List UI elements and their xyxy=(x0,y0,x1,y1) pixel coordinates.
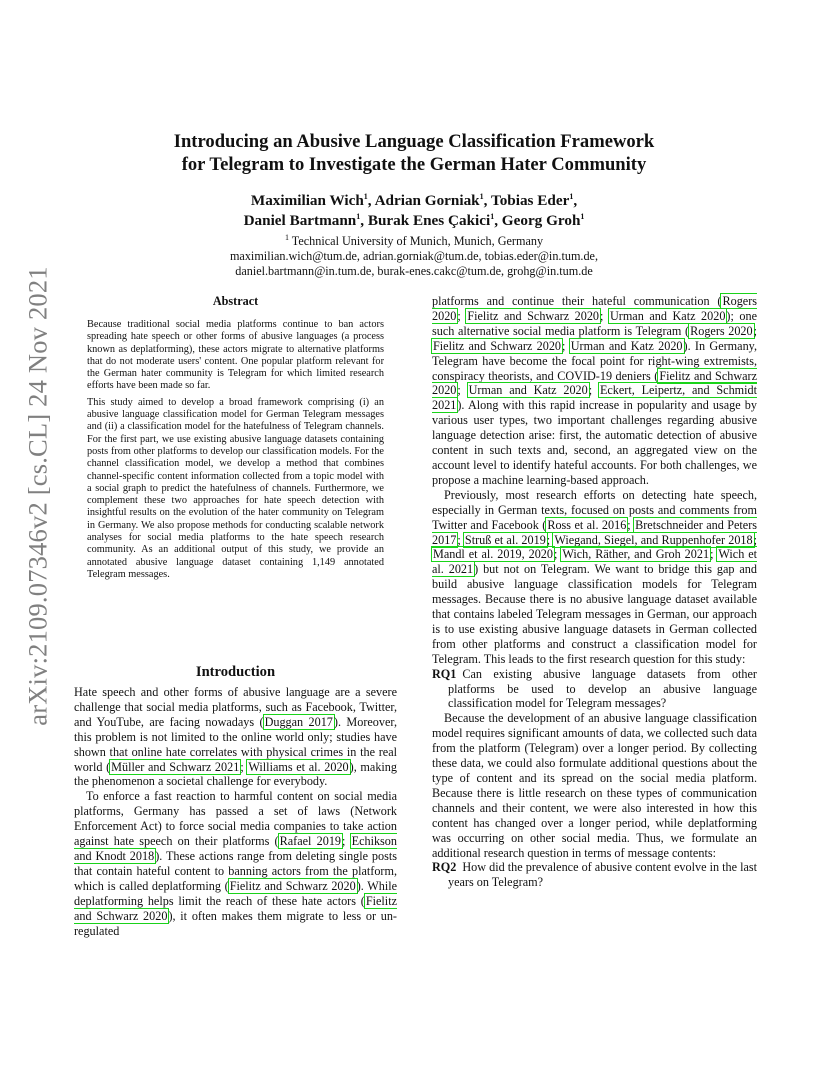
citation-link[interactable]: Bretschneider and Peters 2017 xyxy=(432,517,758,547)
author-affiliation-marker: 1 xyxy=(479,191,484,201)
paper-title xyxy=(100,130,728,176)
author-name: Adrian Gorniak xyxy=(374,192,480,209)
abstract xyxy=(87,319,384,585)
right-paragraph-3: Because the development of an abusive language classification model requires significant amounts of data, we collected such data from the platform (Telegram) over a longer period. By collecting these data, we could also formulate additional questions about the type of content and its spread on the social media platform. Because there is little research on these types of communication channels and their content, we were also interested in how this content has changed over a longer period, while deplatforming was occurring on other social media. Thus, we formulate an additional research question in terms of message contents: xyxy=(432,711,757,860)
citation-link[interactable]: Fielitz and Schwarz 2020 xyxy=(467,308,600,323)
citation-link[interactable]: Fielitz and Schwarz 2020 xyxy=(433,338,562,353)
affiliation-text: Technical University of Munich, Munich, Germany xyxy=(291,234,544,248)
rq1-label: RQ1 xyxy=(432,666,457,681)
author-name: Georg Groh xyxy=(501,212,581,229)
title-line-2: for Telegram to Investigate the German Hater Community xyxy=(181,154,647,175)
research-question-1 xyxy=(432,667,757,712)
abstract-paragraph-2: This study aimed to develop a broad framework comprising (i) an abusive language classification model for German Telegram messages and (ii) a classification model for the hatefulness of Telegram channels. For the first part, we use existing abusive language datasets containing posts from other platforms to develop our classification models. For the channel classification model, we develop a method that combines channel-specific content information collected from a topic model with a social graph to predict the hatefulness of channels. Furthermore, we complement these two approaches for hate speech detection with insightful results on the evolution of the hater community on Telegram in Germany. We also propose methods for conducting scalable network analyses for social media platforms to the hate speech research community. As an additional output of this study, we provide an annotated abusive language dataset containing 1,149 annotated Telegram messages. xyxy=(87,396,384,580)
affiliation-marker: 1 xyxy=(284,232,289,242)
author-list xyxy=(100,191,728,231)
rq2-text: How did the prevalence of abusive content evolve in the last years on Telegram? xyxy=(448,860,757,890)
author-affiliation-marker: 1 xyxy=(356,211,361,221)
emails-line-1: maximilian.wich@tum.de, adrian.gorniak@tum.de, tobias.eder@in.tum.de, xyxy=(229,249,599,263)
arxiv-identifier: arXiv:2109.07346v2 [cs.CL] 24 Nov 2021 xyxy=(22,266,53,726)
citation-link[interactable]: Duggan 2017 xyxy=(264,714,333,729)
author-affiliation-marker: 1 xyxy=(490,211,495,221)
citation-link[interactable]: Rogers 2020 xyxy=(690,323,753,338)
authors-line-1: Maximilian Wich$^1$, Adrian Gorniak$^1$, Tobias Eder$^1$, xyxy=(250,191,578,209)
author-affiliation-marker: 1 xyxy=(363,191,368,201)
citation-link[interactable]: Rogers 2020 xyxy=(432,294,757,323)
intro-paragraph-2: To enforce a fast reaction to harmful content on social media platforms, Germany has passed a set of laws (Network Enforcement Act) to force social media companies to take action against hate speech on their platforms (Rafael 2019; Echikson and Knodt 2018). These actions range from deleting single posts that contain hateful content to banning actors from the platform, which is called deplatforming (Fielitz and Schwarz 2020). While deplatforming helps limit the reach of these hate actors (Fielitz and Schwarz 2020), it often makes them migrate to less or un-regulated xyxy=(74,789,398,938)
intro-paragraph-1: Hate speech and other forms of abusive language are a severe challenge that social media platforms, such as Facebook, Twitter, and YouTube, are facing nowadays (Duggan 2017). Moreover, this problem is not limited to the online world only; studies have shown that online hate correlates with physical crimes in the real world (Müller and Schwarz 2021; Williams et al. 2020), making the phenomenon a societal challenge for everybody. xyxy=(74,685,397,789)
emails-line-2: daniel.bartmann@in.tum.de, burak-enes.cakc@tum.de, grohg@in.tum.de xyxy=(235,264,593,278)
research-question-2 xyxy=(432,860,757,890)
abstract-heading: Abstract xyxy=(212,294,259,308)
author-affiliation-marker: 1 xyxy=(569,191,574,201)
citation-link[interactable]: Mandl et al. 2019, 2020 xyxy=(433,547,553,562)
citation-link[interactable]: Urman and Katz 2020 xyxy=(570,338,683,353)
citation-link[interactable]: Fielitz and Schwarz 2020 xyxy=(432,368,758,398)
right-paragraph-2: Previously, most research efforts on detecting hate speech, especially in German texts, focused on posts and comments from Twitter and Facebook (Ross et al. 2016; Bretschneider and Peters 2017; Struß et al. 2019; Wiegand, Siegel, and Ruppenhofer 2018; Mandl et al. 2019, 2020; Wich, Räther, and Groh 2021; Wich et al. 2021) but not on Telegram. We want to bridge this gap and build abusive language classification models for Telegram messages. Because there is no abusive language dataset available that contains labeled Telegram messages in German, our approach is to use existing abusive language datasets in German collected from other platforms and construct a classification model for Telegram. This leads to the first research question for this study: xyxy=(432,487,758,666)
citation-link[interactable]: Eckert, Leipertz, and Schmidt 2021 xyxy=(432,383,758,413)
abstract-paragraph-1: Because traditional social media platforms continue to ban actors spreading hate speech or other forms of abusive languages (a process known as deplatforming), these actors migrate to alternative platforms that do not moderate users' content. One popular platform relevant for the German hater community is Telegram for which limited research efforts have been made so far. xyxy=(87,319,384,392)
citation-link[interactable]: Struß et al. 2019 xyxy=(464,532,546,547)
citation-link[interactable]: Wich et al. 2021 xyxy=(432,547,758,577)
citation-link[interactable]: Rafael 2019 xyxy=(279,834,342,849)
arxiv-stamp xyxy=(22,266,54,726)
citation-link[interactable]: Echikson and Knodt 2018 xyxy=(74,834,397,863)
citation-link[interactable]: Müller and Schwarz 2021 xyxy=(111,759,240,774)
citation-link[interactable]: Wich, Räther, and Groh 2021 xyxy=(562,547,710,562)
introduction-heading: Introduction xyxy=(195,664,276,680)
left-column-body xyxy=(74,685,397,938)
author-name: Maximilian Wich xyxy=(250,192,364,209)
citation-link[interactable]: Urman and Katz 2020 xyxy=(468,383,588,398)
rq1-text: Can existing abusive language datasets from other platforms be used to develop an abusive language classification model for Telegram messages? xyxy=(448,666,757,711)
rq2-label: RQ2 xyxy=(432,860,457,875)
right-column-body xyxy=(432,294,757,890)
citation-link[interactable]: Urman and Katz 2020 xyxy=(609,308,726,323)
citation-link[interactable]: Wiegand, Siegel, and Ruppenhofer 2018 xyxy=(554,532,753,547)
citation-link[interactable]: Ross et al. 2016 xyxy=(547,517,627,532)
author-name: Burak Enes Çakici xyxy=(367,212,491,229)
affiliation-block xyxy=(100,234,728,279)
authors-line-2: Daniel Bartmann$^1$, Burak Enes Çakici$^1$, Georg Groh$^1$ xyxy=(243,211,585,229)
citation-link[interactable]: Williams et al. 2020 xyxy=(248,759,349,774)
author-name: Daniel Bartmann xyxy=(243,212,357,229)
affiliation xyxy=(100,234,728,249)
title-line-1: Introducing an Abusive Language Classification Framework xyxy=(173,131,655,152)
citation-link[interactable]: Fielitz and Schwarz 2020 xyxy=(229,878,356,893)
citation-link[interactable]: Fielitz and Schwarz 2020 xyxy=(74,893,397,923)
author-name: Tobias Eder xyxy=(490,192,570,209)
author-affiliation-marker: 1 xyxy=(580,211,585,221)
right-paragraph-1: platforms and continue their hateful communication (Rogers 2020; Fielitz and Schwarz 2020; Urman and Katz 2020); one such alternative social media platform is Telegram (Rogers 2020; Fielitz and Schwarz 2020; Urman and Katz 2020). In Germany, Telegram have become the focal point for right-wing extremists, conspiracy theorists, and COVID-19 deniers (Fielitz and Schwarz 2020; Urman and Katz 2020; Eckert, Leipertz, and Schmidt 2021). Along with this rapid increase in popularity and usage by various user types, two important challenges regarding abusive language detection arise: first, the automatic detection of abusive content in such texts and, second, an aggregated view on the account level to identify hateful accounts. For both challenges, we propose a machine learning-based approach. xyxy=(432,294,758,487)
